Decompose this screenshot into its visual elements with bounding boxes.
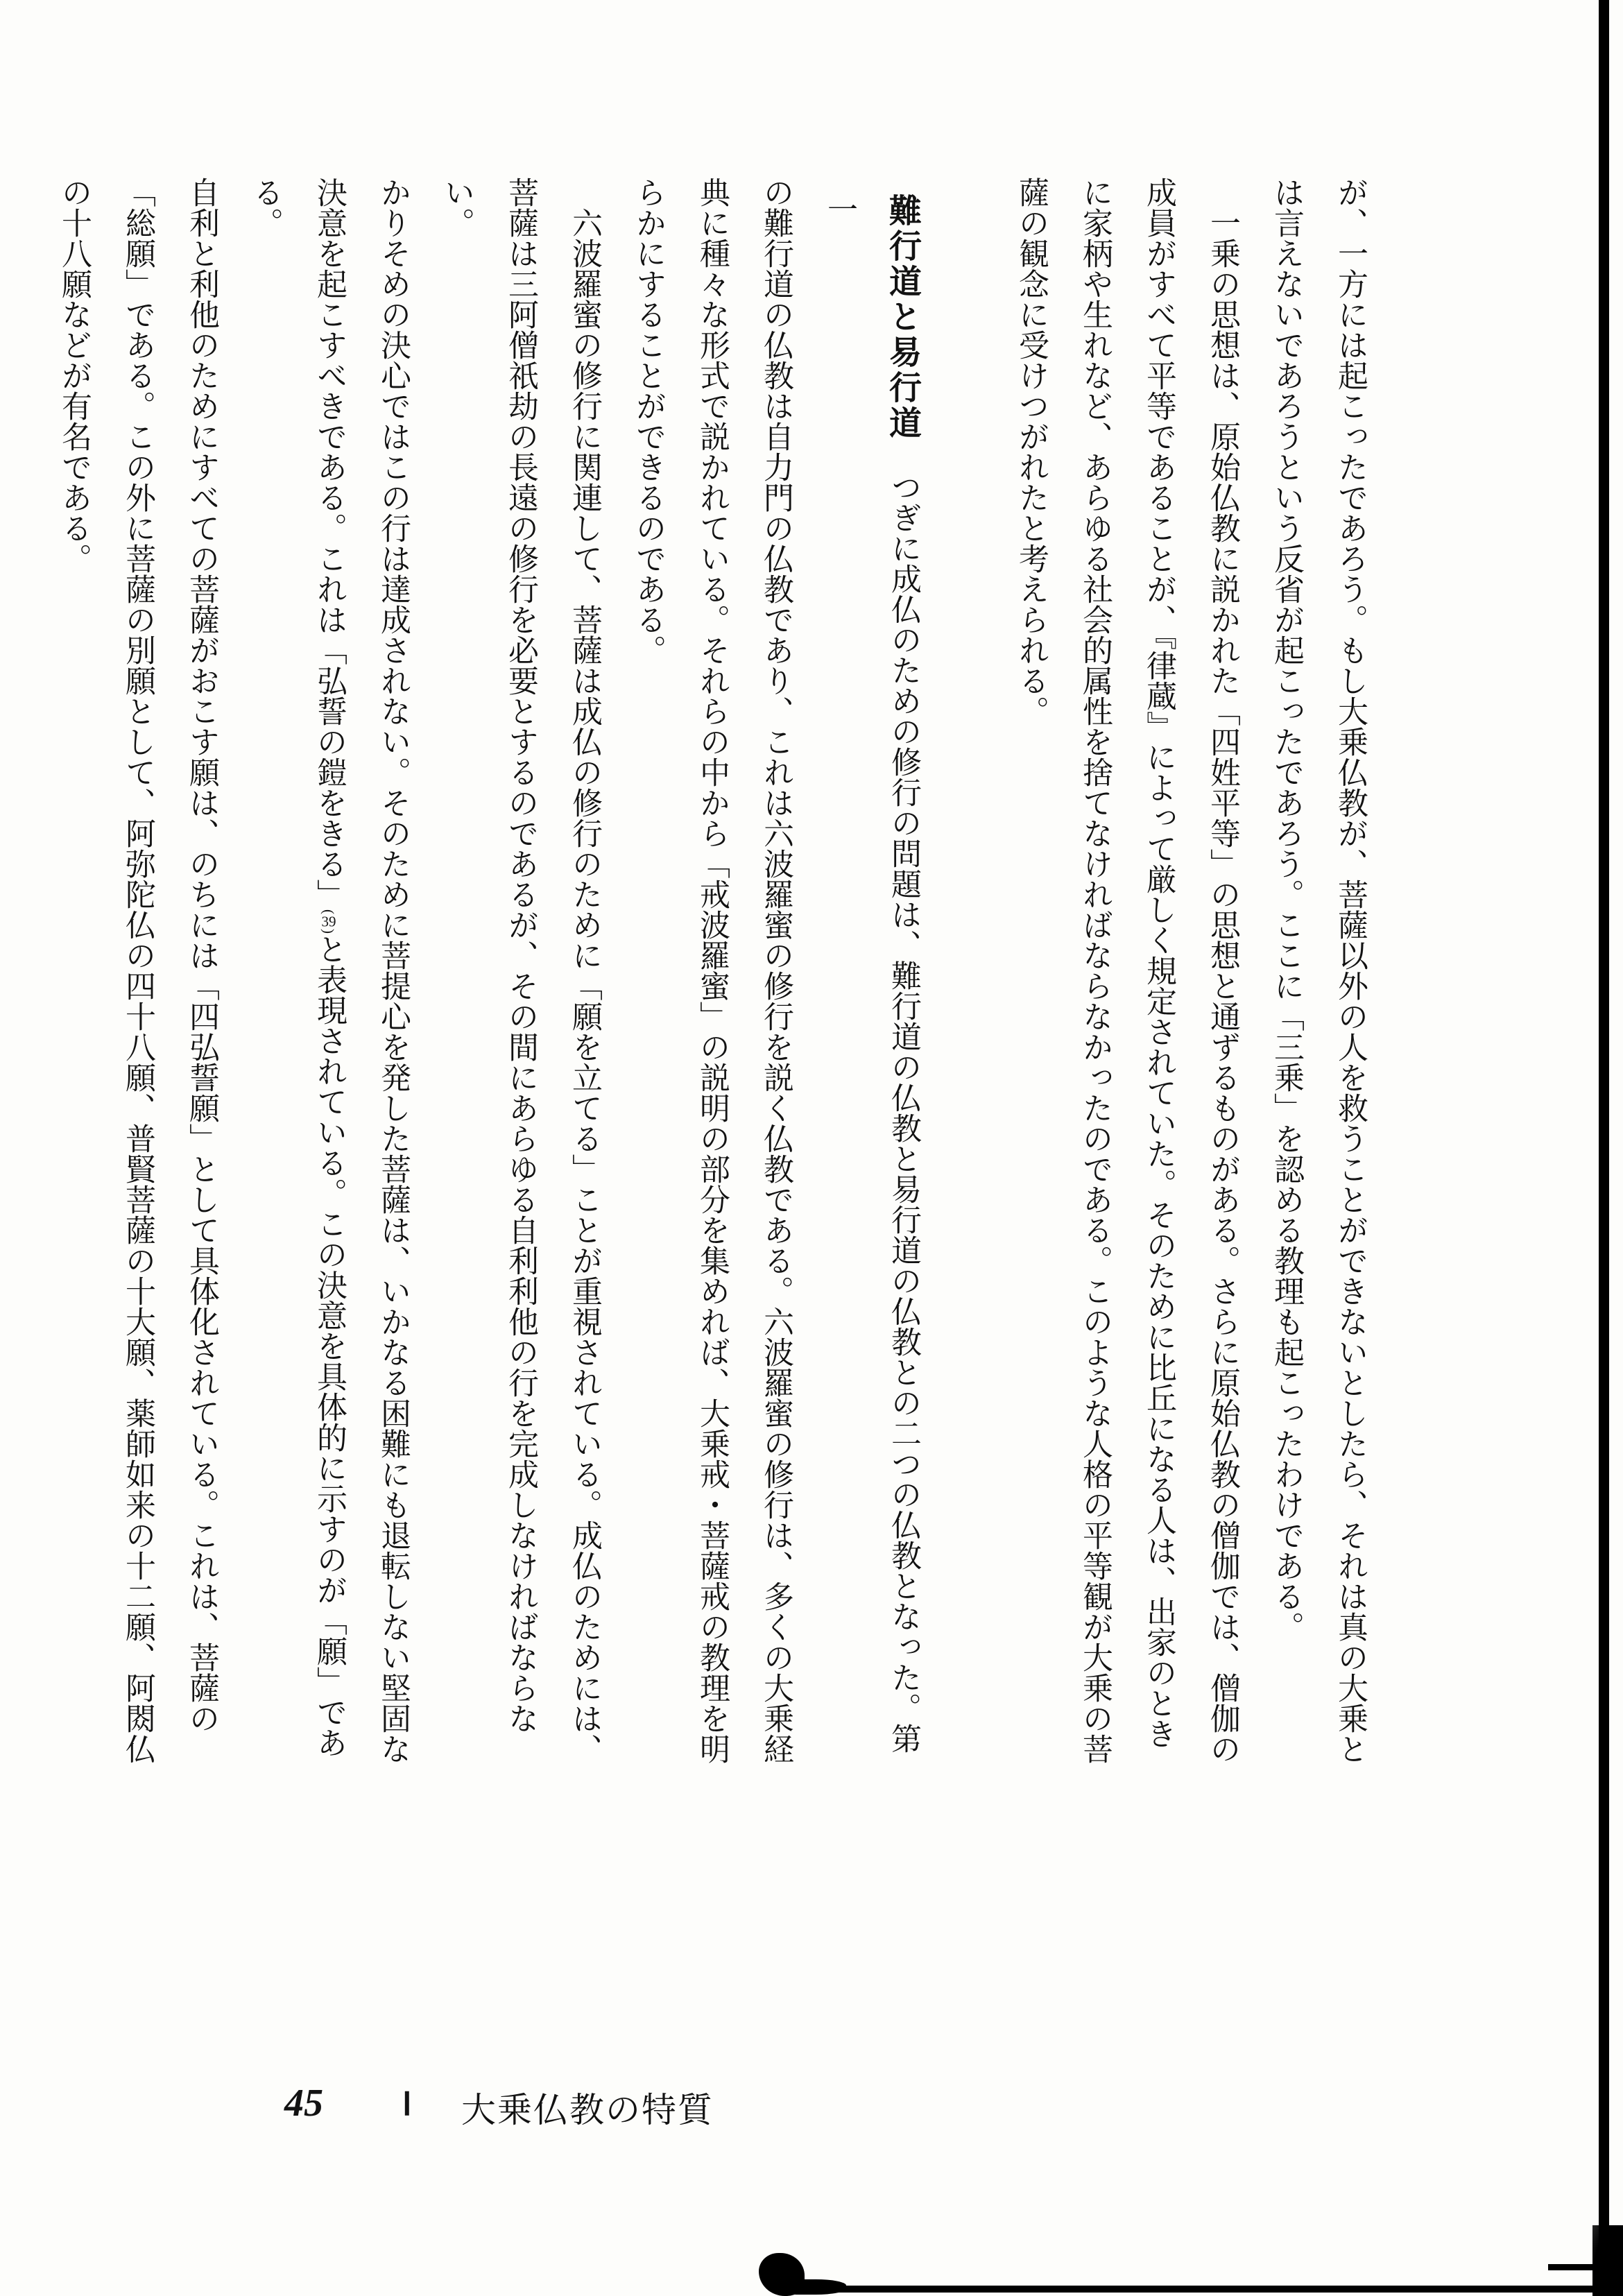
text-column: かりそめの決心ではこの行は達成されない。そのために菩提心を発した菩薩は、いかなる困難にも退転しない堅固な xyxy=(376,177,410,1764)
text-column: の難行道の仏教は自力門の仏教であり、これは六波羅蜜の修行を説く仏教である。六波羅蜜の修行は、多くの大乗経 xyxy=(759,177,793,1764)
text-column: 一乗の思想は、原始仏教に説かれた「四姓平等」の思想と通ずるものがある。さらに原始仏教の僧伽では、僧伽の xyxy=(1205,177,1239,1764)
text-column: 六波羅蜜の修行に関連して、菩薩は成仏の修行のために「願を立てる」ことが重視されている。成仏のためには、 xyxy=(567,177,601,1764)
text-column: に家柄や生れなど、あらゆる社会的属性を捨てなければならなかったのである。このような人格の平等観が大乗の菩 xyxy=(1078,177,1112,1764)
section-heading: 難行道と易行道 xyxy=(885,194,922,441)
text-column: 自利と利他のためにすべての菩薩がおこす願は、のちには「四弘誓願」として具体化されている。これは、菩薩の xyxy=(184,177,218,1733)
text-column: 決意を起こすべきである。これは「弘誓の鎧をきる」(39)と表現されている。この決意を具体的に示すのが「願」である。 xyxy=(248,177,346,1758)
page-number: 45 xyxy=(284,2082,323,2125)
text-column: 成員がすべて平等であることが、『律蔵』によって厳しく規定されていた。そのために比丘になる人は、出家のとき xyxy=(1142,177,1176,1749)
text-column: 「総願」である。この外に菩薩の別願として、阿弥陀仏の四十八願、普賢菩薩の十大願、薬師如来の十二願、阿閦仏 xyxy=(121,177,155,1764)
text-column: 薩の観念に受けつがれたと考えられる。 xyxy=(1014,177,1048,726)
text-column: の十八願などが有名である。 xyxy=(57,177,91,574)
running-title: 大乗仏教の特質 xyxy=(461,2091,714,2130)
text-column: が、一方には起こったであろう。もし大乗仏教が、菩薩以外の人を救うことができないとしたら、それは真の大乗と xyxy=(1333,177,1367,1764)
text-column: 典に種々な形式で説かれている。それらの中から「戒波羅蜜」の説明の部分を集めれば、大乗戒・菩薩戒の教理を明 xyxy=(695,177,729,1764)
footnote-marker: (39) xyxy=(320,909,337,934)
text-column: らかにすることができるのである。 xyxy=(631,177,665,665)
text-column: 菩薩は三阿僧祇劫の長遠の修行を必要とするのであるが、その間にあらゆる自利利他の行を完成しなければならない。 xyxy=(440,177,538,1733)
part-numeral: Ⅰ xyxy=(402,2087,412,2122)
text-column: 難行道と易行道 つぎに成仏のための修行の問題は、難行道の仏教と易行道の仏教との二つの仏教となった。第一 xyxy=(823,194,922,1754)
scan-edge-bar xyxy=(1599,0,1609,2271)
scan-artifact-bottom-line xyxy=(775,2286,1623,2293)
text-block xyxy=(42,177,1382,1769)
text-column: は言えないであろうという反省が起こったであろう。ここに「三乗」を認める教理も起こったわけである。 xyxy=(1269,177,1303,1642)
scan-artifact-blob xyxy=(770,2279,846,2295)
